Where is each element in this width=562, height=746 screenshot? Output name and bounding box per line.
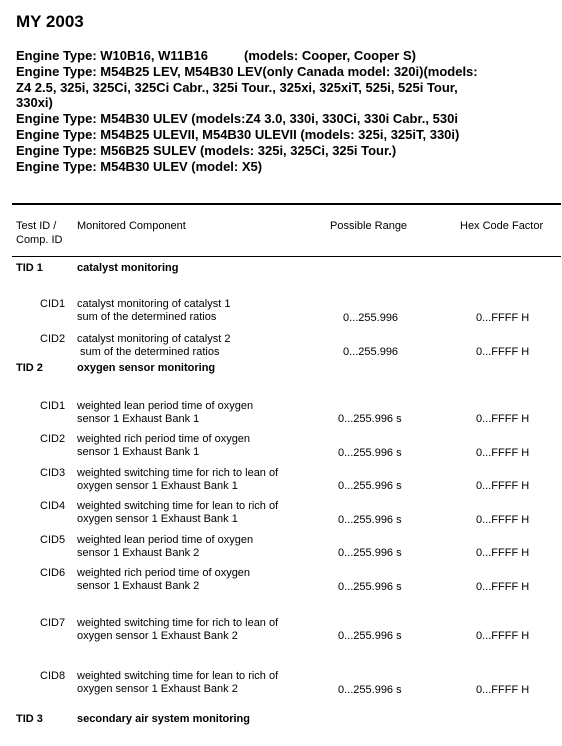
header-range: Possible Range bbox=[330, 220, 408, 232]
cid-label: CID5 bbox=[40, 534, 66, 546]
engine-line: Engine Type: W10B16, W11B16 (models: Cooper, Cooper S) bbox=[16, 48, 416, 63]
component-text: weighted switching time for rich to lean of oxygen sensor 1 Exhaust Bank 2 bbox=[77, 617, 279, 642]
cid-label: CID1 bbox=[40, 298, 66, 310]
range-value: 0...255.996 s bbox=[338, 480, 402, 492]
range-value: 0...255.996 s bbox=[338, 684, 402, 696]
component-text: weighted switching time for rich to lean of oxygen sensor 1 Exhaust Bank 1 bbox=[77, 467, 279, 492]
header-component: Monitored Component bbox=[77, 220, 186, 232]
engine-line: Engine Type: M54B25 LEV, M54B30 LEV(only Canada model: 320i)(models: bbox=[16, 64, 478, 79]
hex-value: 0...FFFF H bbox=[476, 346, 530, 358]
component-text: catalyst monitoring of catalyst 1 sum of the determined ratios bbox=[77, 298, 231, 323]
hex-value: 0...FFFF H bbox=[476, 581, 530, 593]
hex-value: 0...FFFF H bbox=[476, 630, 530, 642]
engine-line: Z4 2.5, 325i, 325Ci, 325Ci Cabr., 325i Tour., 325xi, 325xiT, 525i, 525i Tour, bbox=[16, 80, 458, 95]
tid-name: secondary air system monitoring bbox=[77, 713, 250, 725]
hex-value: 0...FFFF H bbox=[476, 312, 530, 324]
range-value: 0...255.996 s bbox=[338, 547, 402, 559]
hex-value: 0...FFFF H bbox=[476, 413, 530, 425]
cid-label: CID1 bbox=[40, 400, 66, 412]
hex-value: 0...FFFF H bbox=[476, 447, 530, 459]
engine-line: Engine Type: M56B25 SULEV (models: 325i, 325Ci, 325i Tour.) bbox=[16, 143, 397, 158]
cid-label: CID2 bbox=[40, 433, 66, 445]
header-divider bbox=[12, 256, 561, 257]
range-value: 0...255.996 bbox=[343, 312, 399, 324]
component-text: weighted lean period time of oxygen sensor 1 Exhaust Bank 2 bbox=[77, 534, 254, 559]
cid-label: CID6 bbox=[40, 567, 66, 579]
cid-label: CID7 bbox=[40, 617, 66, 629]
range-value: 0...255.996 s bbox=[338, 630, 402, 642]
range-value: 0...255.996 s bbox=[338, 413, 402, 425]
tid-name: catalyst monitoring bbox=[77, 262, 179, 274]
tid-name: oxygen sensor monitoring bbox=[77, 362, 216, 374]
range-value: 0...255.996 bbox=[343, 346, 399, 358]
table-top-rule bbox=[12, 203, 561, 205]
tid-label: TID 2 bbox=[16, 362, 43, 374]
component-text: catalyst monitoring of catalyst 2 sum of the determined ratios bbox=[77, 333, 231, 358]
component-text: weighted rich period time of oxygen sensor 1 Exhaust Bank 2 bbox=[77, 567, 251, 592]
hex-value: 0...FFFF H bbox=[476, 547, 530, 559]
tid-label: TID 3 bbox=[16, 713, 43, 725]
header-test-id-line2: Comp. ID bbox=[16, 234, 63, 246]
cid-label: CID3 bbox=[40, 467, 66, 479]
range-value: 0...255.996 s bbox=[338, 514, 402, 526]
component-text: weighted switching time for lean to rich of oxygen sensor 1 Exhaust Bank 2 bbox=[77, 670, 279, 695]
component-text: weighted switching time for lean to rich of oxygen sensor 1 Exhaust Bank 1 bbox=[77, 500, 279, 525]
engine-line: 330xi) bbox=[16, 95, 53, 110]
engine-line: Engine Type: M54B30 ULEV (models:Z4 3.0, 330i, 330Ci, 330i Cabr., 530i bbox=[16, 111, 458, 126]
engine-line: Engine Type: M54B25 ULEVII, M54B30 ULEVII (models: 325i, 325iT, 330i) bbox=[16, 127, 460, 142]
cid-label: CID4 bbox=[40, 500, 66, 512]
header-test-id-line1: Test ID / bbox=[16, 220, 57, 232]
range-value: 0...255.996 s bbox=[338, 447, 402, 459]
engine-line: Engine Type: M54B30 ULEV (model: X5) bbox=[16, 159, 263, 174]
header-hex: Hex Code Factor bbox=[460, 220, 544, 232]
page-title: MY 2003 bbox=[16, 12, 84, 31]
range-value: 0...255.996 s bbox=[338, 581, 402, 593]
cid-label: CID8 bbox=[40, 670, 66, 682]
tid-label: TID 1 bbox=[16, 262, 43, 274]
component-text: weighted rich period time of oxygen sensor 1 Exhaust Bank 1 bbox=[77, 433, 251, 458]
header-test-id bbox=[16, 219, 62, 247]
cid-label: CID2 bbox=[40, 333, 66, 345]
hex-value: 0...FFFF H bbox=[476, 514, 530, 526]
component-text: weighted lean period time of oxygen sensor 1 Exhaust Bank 1 bbox=[77, 400, 254, 425]
hex-value: 0...FFFF H bbox=[476, 684, 530, 696]
hex-value: 0...FFFF H bbox=[476, 480, 530, 492]
